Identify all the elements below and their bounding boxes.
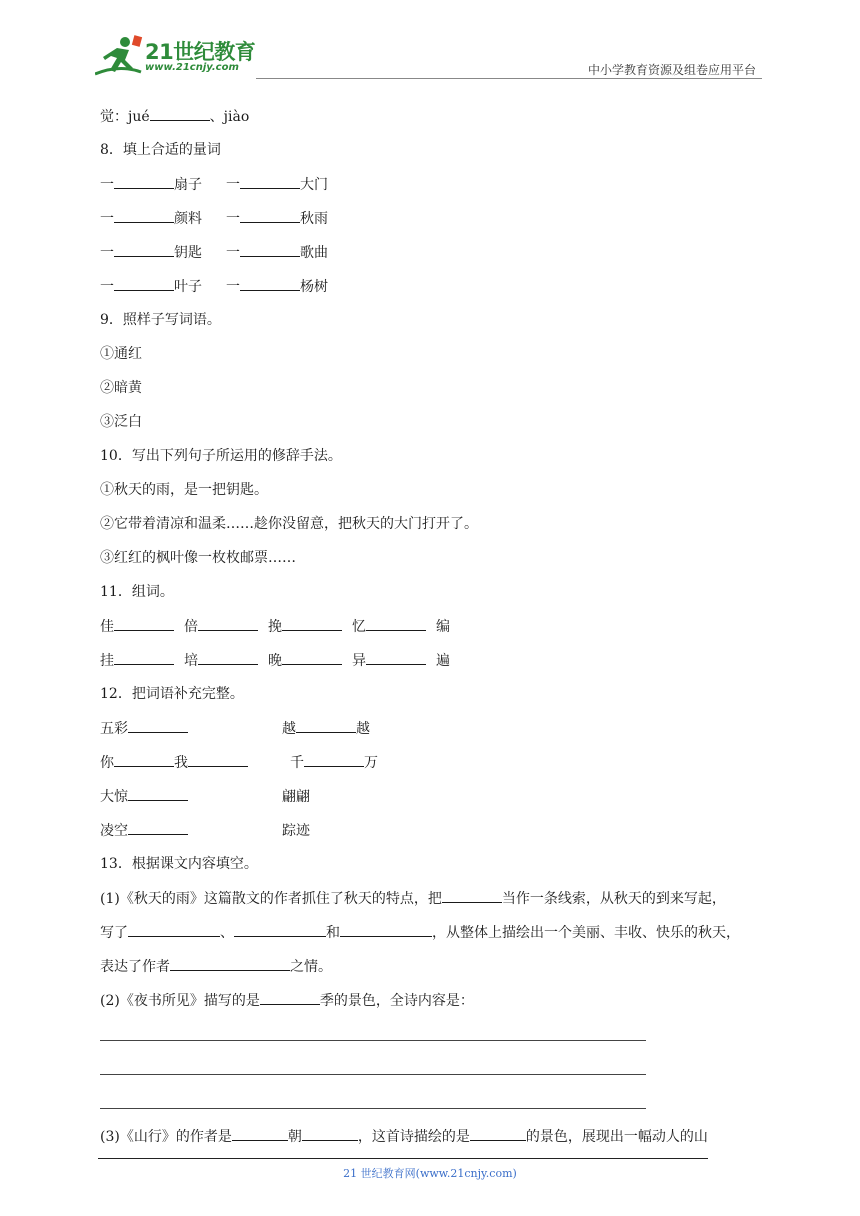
q13-p2 [100, 988, 770, 1022]
answer-line[interactable] [100, 1090, 770, 1124]
q8-word: 扇子 [174, 177, 202, 193]
q9-item: ③泛白 [100, 414, 142, 430]
answer-blank[interactable] [170, 954, 290, 971]
q9-item: ①通红 [100, 346, 142, 362]
q13-text: 、 [220, 925, 234, 941]
answer-blank[interactable] [240, 240, 300, 257]
q11-row [100, 648, 770, 682]
q13-text: 写了 [100, 925, 128, 941]
q8-one: 一 [226, 279, 240, 295]
logo [95, 34, 265, 78]
answer-blank[interactable] [150, 104, 210, 121]
q11-char: 遍 [436, 653, 450, 669]
page-header [0, 0, 860, 80]
q11-char: 编 [436, 619, 450, 635]
q13-text: (3)《山行》的作者是 [100, 1129, 232, 1145]
q13-title: 13．根据课文内容填空。 [100, 856, 258, 872]
q13-text: 朝 [287, 1129, 302, 1145]
q11-title: 11．组词。 [100, 584, 174, 600]
answer-blank[interactable] [304, 750, 364, 767]
q7-sep: 、jiào [209, 109, 250, 125]
q13-p1-line2 [100, 920, 770, 954]
q12-word: 万 [364, 755, 378, 771]
q13-text: 的景色，展现出一幅动人的山 [525, 1129, 708, 1145]
q8-one: 一 [100, 279, 114, 295]
answer-blank[interactable] [240, 172, 300, 189]
q8-one: 一 [226, 177, 240, 193]
q8-one: 一 [100, 177, 114, 193]
q12-word: 我 [174, 755, 188, 771]
q7-tail-line [100, 104, 770, 138]
q13-text: 表达了作者 [100, 959, 170, 975]
q8-word: 歌曲 [300, 245, 328, 261]
q8-one: 一 [100, 245, 114, 261]
q8-row [100, 240, 770, 274]
q13-p1-line3 [100, 954, 770, 988]
header-right-text: 中小学教育资源及组卷应用平台 [587, 63, 756, 77]
q11-char: 佳 [100, 619, 114, 635]
answer-blank[interactable] [282, 614, 342, 631]
q12-title: 12．把词语补充完整。 [100, 686, 244, 702]
q12-row [100, 716, 770, 750]
q7-prefix: 觉：jué [100, 109, 150, 125]
q11-char: 倍 [184, 619, 198, 635]
q12-word: 凌空 [100, 823, 128, 839]
q10-title: 10．写出下列句子所运用的修辞手法。 [100, 448, 342, 464]
answer-blank[interactable] [296, 716, 356, 733]
header-divider [256, 78, 762, 79]
answer-blank[interactable] [232, 1124, 288, 1141]
answer-blank[interactable] [114, 206, 174, 223]
answer-blank[interactable] [114, 750, 174, 767]
q9-item: ②暗黄 [100, 380, 142, 396]
answer-blank[interactable] [128, 818, 188, 835]
q11-char: 忆 [352, 619, 366, 635]
q11-char: 晚 [268, 653, 282, 669]
q12-word: 越 [282, 721, 296, 737]
q8-one: 一 [100, 211, 114, 227]
q8-word: 大门 [300, 177, 328, 193]
q9-title: 9．照样子写词语。 [100, 312, 221, 328]
answer-blank[interactable] [188, 750, 248, 767]
q10-item: ①秋天的雨，是一把钥匙。 [100, 482, 268, 498]
answer-blank[interactable] [282, 648, 342, 665]
document-body [100, 104, 770, 1158]
answer-blank[interactable] [128, 920, 220, 937]
answer-blank[interactable] [234, 920, 326, 937]
answer-blank[interactable] [114, 274, 174, 291]
q8-word: 秋雨 [300, 211, 328, 227]
footer-divider [98, 1158, 708, 1159]
q8-one: 一 [226, 245, 240, 261]
q13-p3 [100, 1124, 770, 1158]
runner-logo-icon [95, 34, 143, 78]
q12-word: 踪迹 [282, 823, 310, 839]
answer-blank[interactable] [260, 988, 320, 1005]
q8-word: 颜料 [174, 211, 202, 227]
q13-text: 之情。 [290, 959, 332, 975]
logo-url: www.21cnjy.com [145, 62, 239, 73]
q8-row [100, 274, 770, 308]
answer-blank[interactable] [366, 648, 426, 665]
answer-blank[interactable] [114, 614, 174, 631]
q11-char: 异 [352, 653, 366, 669]
q12-word: 翩翩 [282, 789, 310, 805]
answer-line[interactable] [100, 1022, 770, 1056]
answer-blank[interactable] [128, 716, 188, 733]
q13-text: ，从整体上描绘出一个美丽、丰收、快乐的秋天， [432, 925, 740, 941]
q13-text: 季的景色，全诗内容是： [319, 993, 474, 1009]
answer-blank[interactable] [114, 648, 174, 665]
answer-line[interactable] [100, 1056, 770, 1090]
q13-text: 和 [326, 925, 340, 941]
q13-text: 当作一条线索，从秋天的到来写起， [501, 891, 726, 907]
answer-blank[interactable] [442, 886, 502, 903]
q11-char: 挽 [268, 619, 282, 635]
q10-item: ②它带着清凉和温柔……趁你没留意，把秋天的大门打开了。 [100, 516, 478, 532]
answer-blank[interactable] [240, 274, 300, 291]
answer-blank[interactable] [128, 784, 188, 801]
q8-word: 叶子 [174, 279, 202, 295]
answer-blank[interactable] [240, 206, 300, 223]
answer-blank[interactable] [366, 614, 426, 631]
q12-row [100, 818, 770, 852]
q12-word: 五彩 [100, 721, 128, 737]
q8-word: 钥匙 [174, 245, 202, 261]
answer-blank[interactable] [198, 648, 258, 665]
answer-blank[interactable] [114, 172, 174, 189]
q12-row [100, 750, 770, 784]
q10-item: ③红红的枫叶像一枚枚邮票…… [100, 550, 296, 566]
q12-word: 越 [356, 721, 370, 737]
q11-row [100, 614, 770, 648]
q8-one: 一 [226, 211, 240, 227]
logo-text: 21世纪教育 [145, 40, 256, 64]
q13-text: (1)《秋天的雨》这篇散文的作者抓住了秋天的特点，把 [100, 891, 442, 907]
answer-blank[interactable] [114, 240, 174, 257]
q13-p1-line1 [100, 886, 770, 920]
answer-blank[interactable] [470, 1124, 526, 1141]
q12-word: 你 [100, 755, 114, 771]
answer-blank[interactable] [302, 1124, 358, 1141]
q12-word: 大惊 [100, 789, 128, 805]
q13-text: ，这首诗描绘的是 [357, 1129, 470, 1145]
answer-blank[interactable] [198, 614, 258, 631]
q12-row [100, 784, 770, 818]
footer-text[interactable]: 21 世纪教育网(www.21cnjy.com) [343, 1167, 517, 1180]
q13-text: (2)《夜书所见》描写的是 [100, 993, 260, 1009]
q8-row [100, 172, 770, 206]
q8-title: 8．填上合适的量词 [100, 142, 221, 158]
q11-char: 培 [184, 653, 198, 669]
q11-char: 挂 [100, 653, 114, 669]
q8-word: 杨树 [300, 279, 328, 295]
q12-word: 千 [290, 755, 304, 771]
q8-row [100, 206, 770, 240]
answer-blank[interactable] [340, 920, 432, 937]
